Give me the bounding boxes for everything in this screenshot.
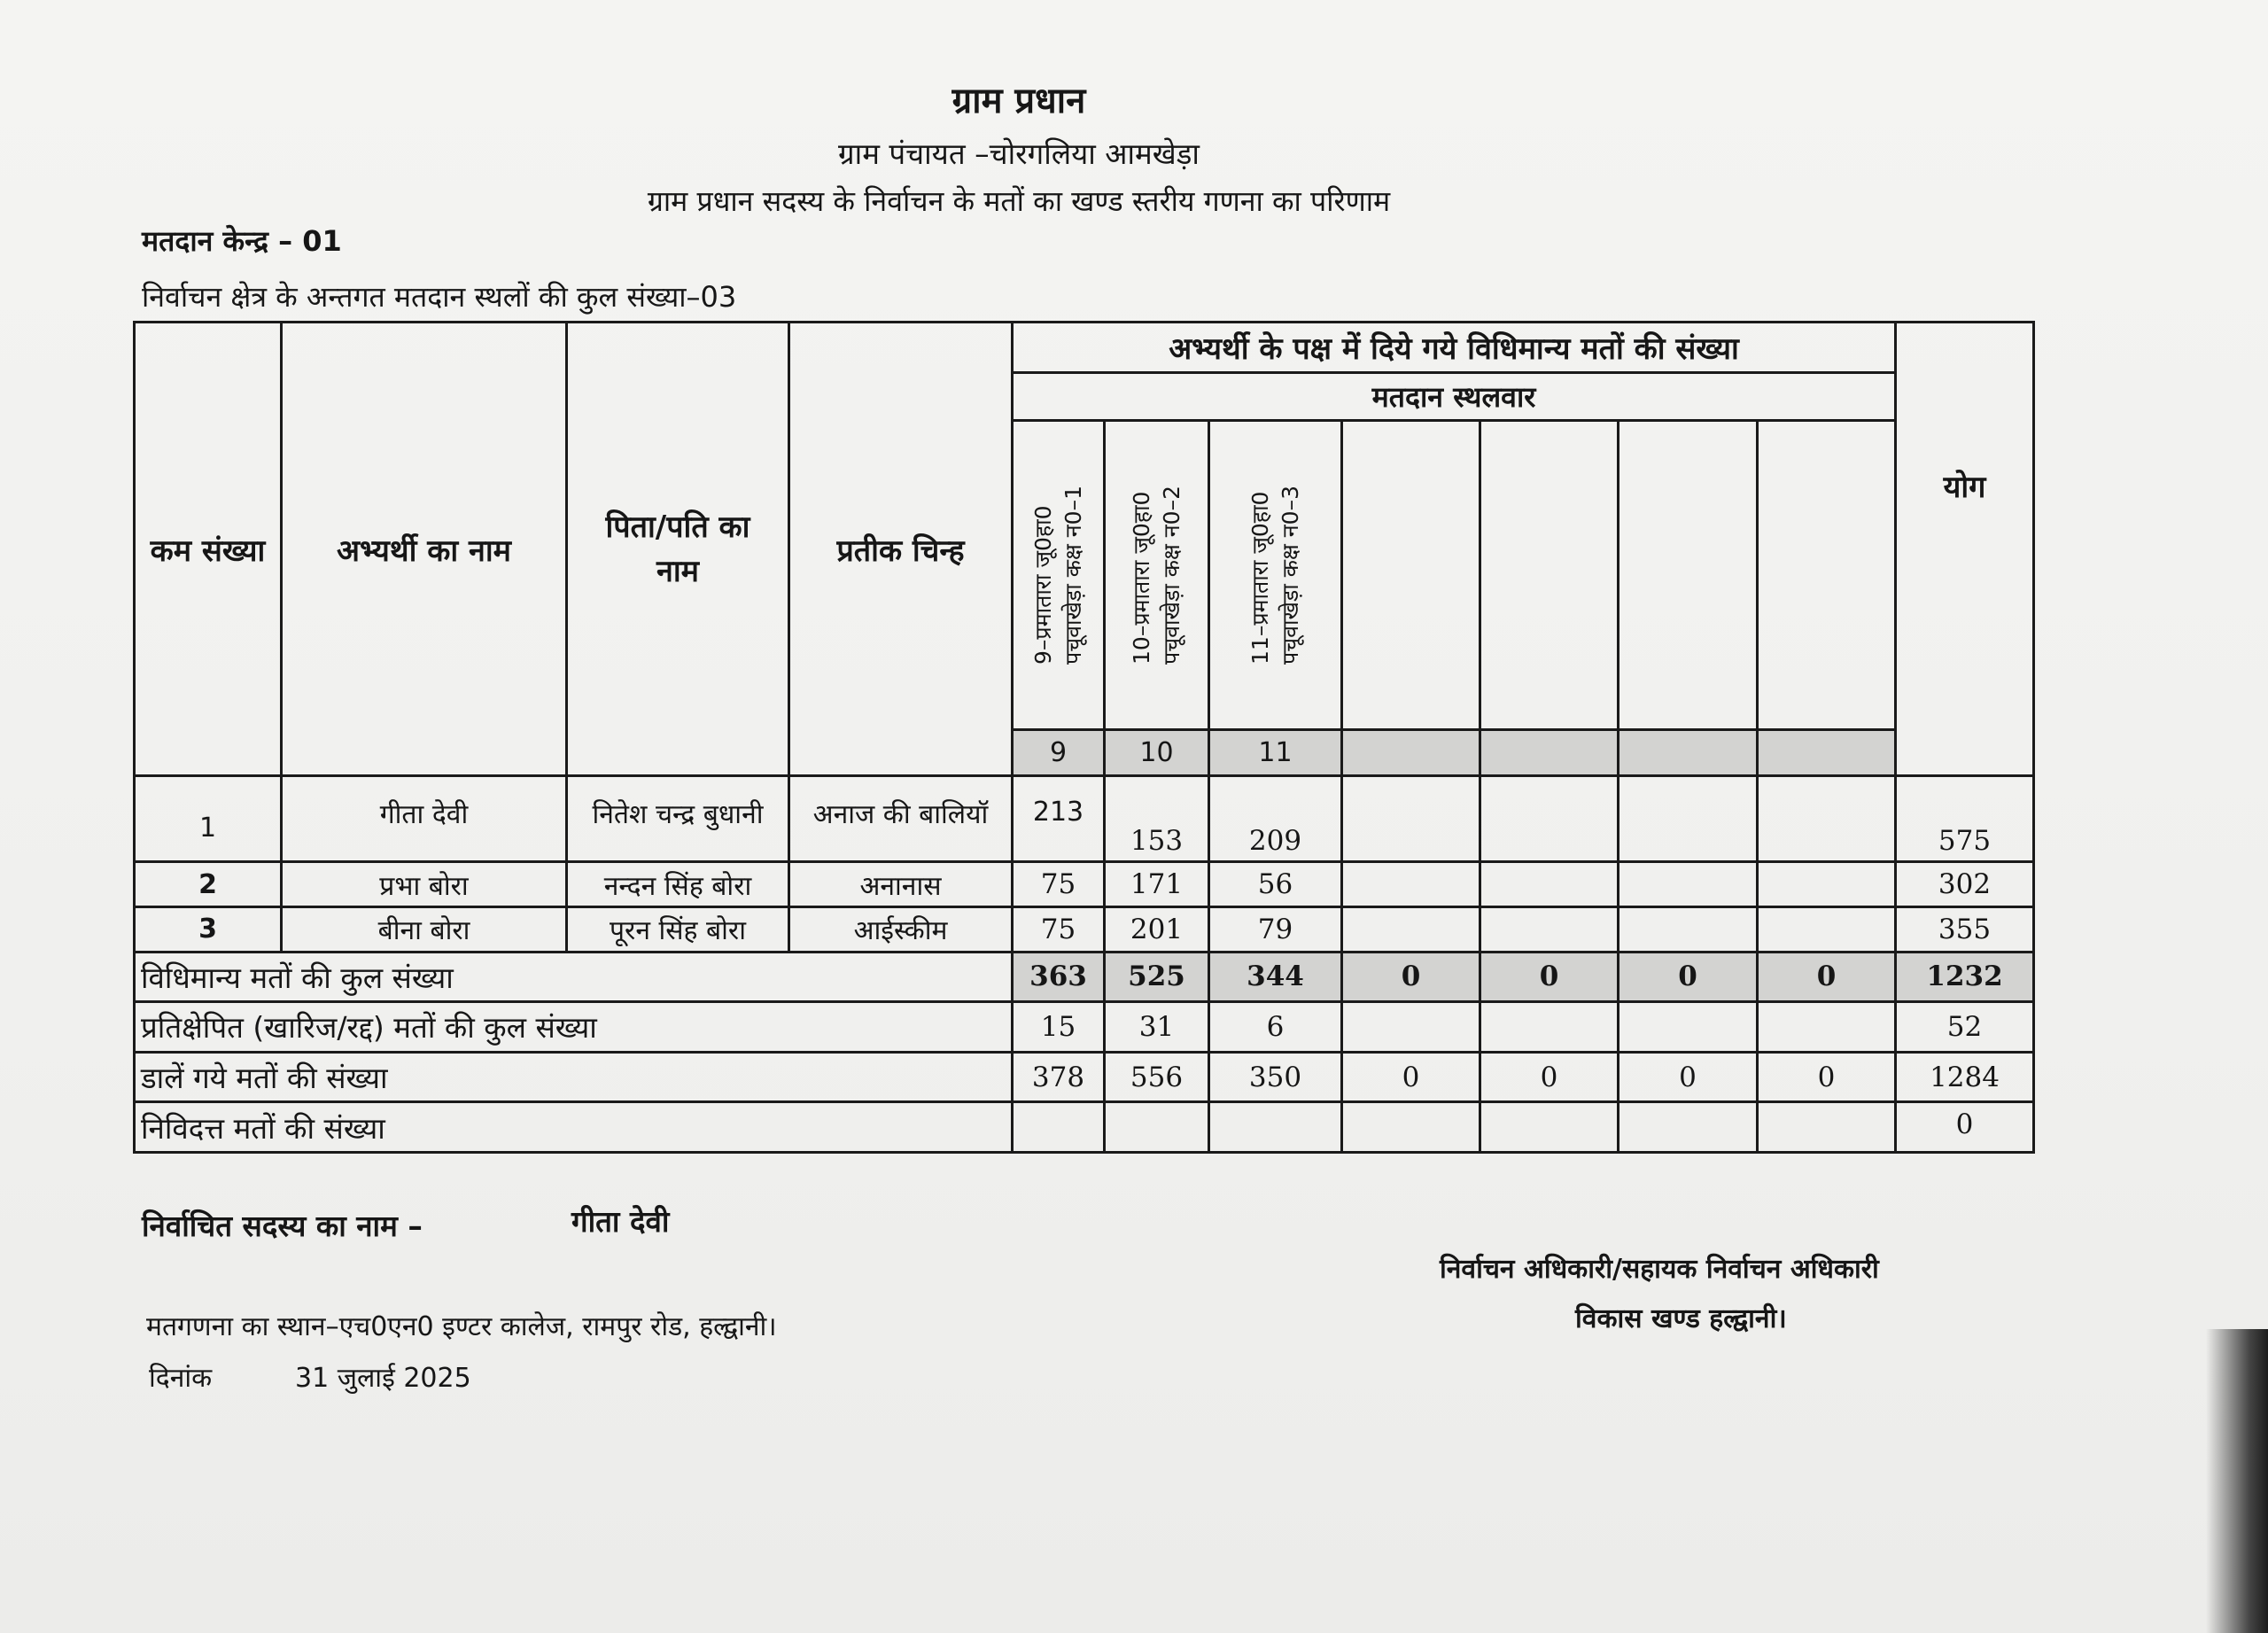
- row-empty: [1619, 907, 1758, 953]
- valid-votes-total-row: [135, 952, 2034, 1002]
- row-empty: [1758, 862, 1896, 907]
- row-symbol: अनानास: [789, 862, 1013, 907]
- row-votes-station-3: 56: [1209, 862, 1342, 907]
- station-number-3: 11: [1209, 729, 1342, 776]
- page-edge-shadow: [2206, 1329, 2268, 1633]
- header-father-name: पिता/पति का नाम: [567, 323, 789, 776]
- station-3-line1: 11–प्रमातारा जू0हा0: [1247, 491, 1273, 665]
- rejected-votes-total: 52: [1896, 1002, 2034, 1053]
- tendered-votes-total: 0: [1896, 1102, 2034, 1153]
- date-label: दिनांक: [149, 1363, 213, 1394]
- row-empty: [1758, 907, 1896, 953]
- row-empty: [1619, 776, 1758, 862]
- row-total: 355: [1896, 907, 2034, 953]
- result-table: [133, 321, 2035, 1154]
- row-total: 575: [1896, 776, 2034, 862]
- header-candidate-name: अभ्यर्थी का नाम: [282, 323, 567, 776]
- header-total: योग: [1896, 323, 2034, 776]
- row-empty: [1342, 1002, 1480, 1053]
- row-father: नितेश चन्द्र बुधानी: [567, 776, 789, 862]
- header-stationwise: मतदान स्थलवार: [1013, 372, 1896, 421]
- counting-place: मतगणना का स्थान–एच0एन0 इण्टर कालेज, रामपुर रोड, हल्द्वानी।: [146, 1311, 777, 1342]
- rejected-votes-station-1: 15: [1013, 1002, 1105, 1053]
- cast-votes-station-4: 0: [1342, 1052, 1480, 1102]
- station-3-line2: पचूवाखेड़ा कक्ष न0–3: [1277, 486, 1303, 665]
- station-header-2: [1105, 421, 1209, 730]
- valid-votes-station-1: 363: [1013, 952, 1105, 1002]
- cast-votes-total: 1284: [1896, 1052, 2034, 1102]
- row-empty: [1480, 776, 1619, 862]
- row-votes-station-2: 171: [1105, 862, 1209, 907]
- valid-votes-total-label: विधिमान्य मतों की कुल संख्या: [135, 952, 1013, 1002]
- station-2-line1: 10–प्रमातारा जू0हा0: [1128, 491, 1154, 665]
- row-empty: [1758, 1102, 1896, 1153]
- rejected-votes-station-3: 6: [1209, 1002, 1342, 1053]
- cast-votes-station-7: 0: [1758, 1052, 1896, 1102]
- station-number-empty: [1758, 729, 1896, 776]
- row-votes-station-3: 209: [1209, 776, 1342, 862]
- rejected-votes-label: प्रतिक्षेपित (खारिज/रद्द) मतों की कुल संख्या: [135, 1002, 1013, 1053]
- row-empty: [1480, 1002, 1619, 1053]
- station-1-line1: 9–प्रमातारा जू0हा0: [1029, 505, 1056, 665]
- row-empty: [1619, 1102, 1758, 1153]
- station-2-line2: पचूवाखेड़ा कक्ष न0–2: [1158, 486, 1184, 665]
- station-header-1: [1013, 421, 1105, 730]
- station-header-empty: [1619, 421, 1758, 730]
- document-subtitle: ग्राम प्रधान सदस्य के निर्वाचन के मतों का खण्ड स्तरीय गणना का परिणाम: [647, 184, 1391, 218]
- table-row: [135, 907, 2034, 953]
- panchayat-name: ग्राम पंचायत –चोरगलिया आमखेड़ा: [838, 136, 1200, 171]
- row-serial: 3: [135, 907, 282, 953]
- officer-office: विकास खण्ड हल्द्वानी।: [1575, 1303, 1787, 1334]
- tendered-votes-row: [135, 1102, 2034, 1153]
- valid-votes-station-2: 525: [1105, 952, 1209, 1002]
- row-empty: [1209, 1102, 1342, 1153]
- row-empty: [1758, 1002, 1896, 1053]
- row-father: पूरन सिंह बोरा: [567, 907, 789, 953]
- elected-member-name: गीता देवी: [571, 1204, 670, 1239]
- table-row: [135, 862, 2034, 907]
- station-number-empty: [1480, 729, 1619, 776]
- valid-votes-station-3: 344: [1209, 952, 1342, 1002]
- row-empty: [1342, 907, 1480, 953]
- row-symbol: अनाज की बालियॉ: [789, 776, 1013, 862]
- polling-station-count: निर्वाचन क्षेत्र के अन्तगत मतदान स्थलों की कुल संख्या–03: [142, 280, 737, 314]
- row-empty: [1480, 1102, 1619, 1153]
- row-father: नन्दन सिंह बोरा: [567, 862, 789, 907]
- station-number-empty: [1619, 729, 1758, 776]
- cast-votes-station-6: 0: [1619, 1052, 1758, 1102]
- row-votes-station-1: 213: [1013, 776, 1105, 862]
- header-valid-votes: अभ्यर्थी के पक्ष में दिये गये विधिमान्य मतों की संख्या: [1013, 323, 1896, 373]
- station-header-empty: [1758, 421, 1896, 730]
- row-votes-station-1: 75: [1013, 862, 1105, 907]
- rejected-votes-row: [135, 1002, 2034, 1053]
- station-header-empty: [1480, 421, 1619, 730]
- row-votes-station-2: 201: [1105, 907, 1209, 953]
- row-empty: [1480, 862, 1619, 907]
- row-empty: [1342, 862, 1480, 907]
- row-candidate: गीता देवी: [282, 776, 567, 862]
- row-candidate: बीना बोरा: [282, 907, 567, 953]
- valid-votes-station-7: 0: [1758, 952, 1896, 1002]
- row-empty: [1013, 1102, 1105, 1153]
- row-serial: 1: [135, 776, 282, 862]
- cast-votes-station-1: 378: [1013, 1052, 1105, 1102]
- header-serial-no: कम संख्या: [135, 323, 282, 776]
- row-empty: [1480, 907, 1619, 953]
- rejected-votes-station-2: 31: [1105, 1002, 1209, 1053]
- document-title: ग्राम प्रधान: [951, 81, 1086, 121]
- cast-votes-station-5: 0: [1480, 1052, 1619, 1102]
- row-votes-station-2: 153: [1105, 776, 1209, 862]
- station-number-2: 10: [1105, 729, 1209, 776]
- row-votes-station-1: 75: [1013, 907, 1105, 953]
- station-number-1: 9: [1013, 729, 1105, 776]
- row-empty: [1342, 776, 1480, 862]
- valid-votes-station-6: 0: [1619, 952, 1758, 1002]
- row-empty: [1105, 1102, 1209, 1153]
- elected-member-label: निर्वाचित सदस्य का नाम –: [142, 1209, 423, 1243]
- row-empty: [1619, 862, 1758, 907]
- row-total: 302: [1896, 862, 2034, 907]
- polling-booth-label: मतदान केन्द्र – 01: [142, 224, 342, 258]
- table-row: [135, 776, 2034, 862]
- valid-votes-station-4: 0: [1342, 952, 1480, 1002]
- valid-votes-grand-total: 1232: [1896, 952, 2034, 1002]
- station-1-line2: पचूवाखेड़ा कक्ष न0–1: [1060, 486, 1086, 665]
- station-header-empty: [1342, 421, 1480, 730]
- date-value: 31 जुलाई 2025: [295, 1363, 471, 1394]
- row-empty: [1619, 1002, 1758, 1053]
- station-number-empty: [1342, 729, 1480, 776]
- cast-votes-label: डालें गये मतों की संख्या: [135, 1052, 1013, 1102]
- row-symbol: आईस्कीम: [789, 907, 1013, 953]
- tendered-votes-label: निविदत्त मतों की संख्या: [135, 1102, 1013, 1153]
- row-votes-station-3: 79: [1209, 907, 1342, 953]
- row-empty: [1758, 776, 1896, 862]
- valid-votes-station-5: 0: [1480, 952, 1619, 1002]
- row-candidate: प्रभा बोरा: [282, 862, 567, 907]
- station-header-3: [1209, 421, 1342, 730]
- row-empty: [1342, 1102, 1480, 1153]
- header-symbol: प्रतीक चिन्ह: [789, 323, 1013, 776]
- cast-votes-station-2: 556: [1105, 1052, 1209, 1102]
- officer-designation: निर्वाचन अधिकारी/सहायक निर्वाचन अधिकारी: [1440, 1254, 1879, 1285]
- cast-votes-station-3: 350: [1209, 1052, 1342, 1102]
- cast-votes-row: [135, 1052, 2034, 1102]
- row-serial: 2: [135, 862, 282, 907]
